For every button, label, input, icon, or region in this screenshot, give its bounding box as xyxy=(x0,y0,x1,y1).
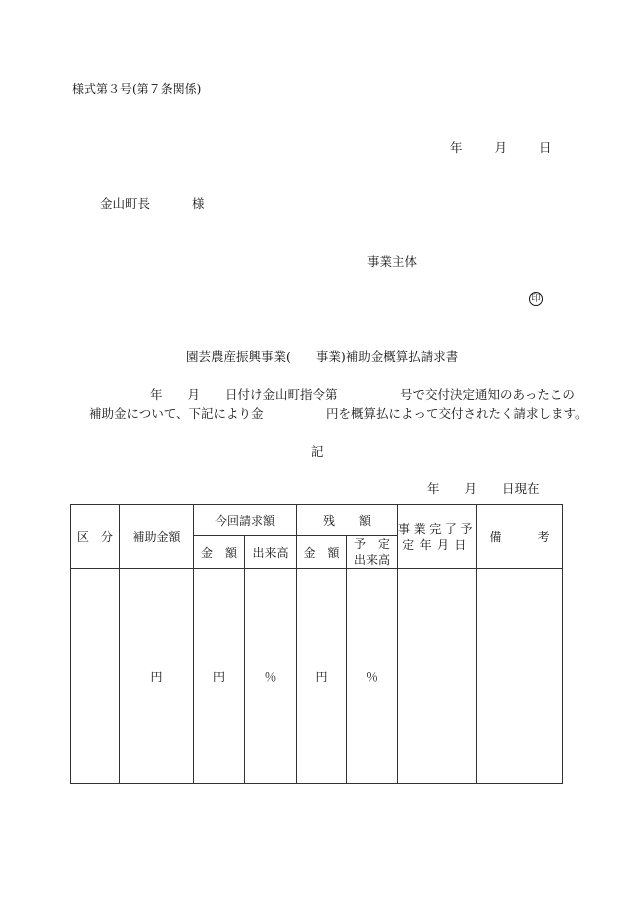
current-progress-header: 出来高 xyxy=(245,536,297,569)
current-request-header: 今回請求額 xyxy=(194,505,297,536)
form-number: 様式第３号(第７条関係) xyxy=(72,82,202,96)
seal-mark: 印 xyxy=(529,292,543,306)
document-title: 園芸農産振興事業( 事業)補助金概算払請求書 xyxy=(186,349,459,364)
subsidy-amount-header: 補助金額 xyxy=(120,505,194,569)
note-heading: 記 xyxy=(311,444,324,459)
as-of-date: 年 月 日現在 xyxy=(427,481,540,496)
current-amount-header: 金 額 xyxy=(194,536,245,569)
completion-header-line-1: 事業完了予 xyxy=(398,521,477,536)
addressee xyxy=(100,198,205,211)
planned-header-line-2: 出来高 xyxy=(354,553,391,568)
completion-header-line-2: 定年月日 xyxy=(402,537,472,552)
planned-header-line-1: 予 定 xyxy=(354,537,391,551)
subsidy-amount-cell[interactable]: 円 xyxy=(120,569,194,784)
table-row xyxy=(71,569,563,784)
remarks-cell[interactable] xyxy=(477,569,563,784)
addressee-name: 金山町長 xyxy=(100,196,151,211)
addressee-honorific: 様 xyxy=(192,196,205,211)
planned-progress-cell[interactable]: ％ xyxy=(347,569,398,784)
applicant-label: 事業主体 xyxy=(367,254,418,269)
current-amount-cell[interactable]: 円 xyxy=(194,569,245,784)
request-table xyxy=(70,504,563,784)
date-line xyxy=(450,142,551,155)
body-line-2: 補助金について、下記により金 円を概算払によって交付されたく請求します。 xyxy=(89,406,588,421)
planned-progress-header xyxy=(347,536,398,569)
body-line-1: 年 月 日付け金山町指令第 号で交付決定通知のあったこの xyxy=(150,387,575,402)
completion-date-header xyxy=(398,505,477,569)
remaining-amount-header: 金 額 xyxy=(297,536,347,569)
date-day-label: 日 xyxy=(538,140,552,155)
category-header: 区 分 xyxy=(71,505,120,569)
remaining-amount-cell[interactable]: 円 xyxy=(297,569,347,784)
table-header-row-1 xyxy=(71,505,563,536)
remaining-header: 残 額 xyxy=(297,505,398,536)
date-year-label: 年 xyxy=(450,140,463,155)
remarks-header: 備 考 xyxy=(477,505,563,569)
date-month-label: 月 xyxy=(494,140,507,155)
category-cell[interactable] xyxy=(71,569,120,784)
current-progress-cell[interactable]: ％ xyxy=(245,569,297,784)
completion-date-cell[interactable] xyxy=(398,569,477,784)
